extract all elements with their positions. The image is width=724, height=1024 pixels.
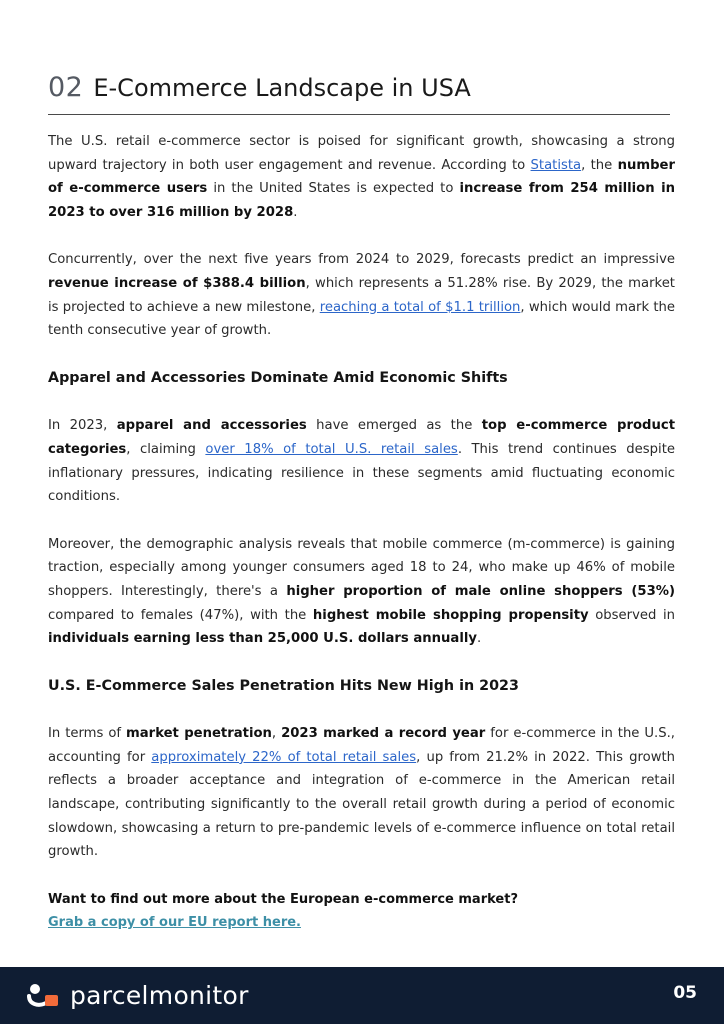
text: compared to females (47%), with the — [48, 607, 313, 623]
section-number: 02 — [48, 72, 84, 103]
paragraph-revenue-forecast — [48, 248, 675, 342]
text: . — [476, 631, 482, 647]
subheading-penetration: U.S. E-Commerce Sales Penetration Hits New High in 2023 — [48, 677, 519, 694]
bold-text: 2023 marked a record year — [281, 726, 486, 742]
eu-report-link[interactable]: Grab a copy of our EU report here. — [48, 915, 301, 931]
parcelmonitor-logo-icon — [26, 982, 60, 1010]
bold-text: apparel and accessories — [116, 418, 307, 434]
bold-text: higher proportion of male online shoppers (53%) — [286, 583, 675, 599]
section-title: E-Commerce Landscape in USA — [93, 74, 471, 102]
text: , which represents a 51.28% rise. By 2029, the market is projected to achieve a new milestone, — [48, 275, 675, 315]
text: In terms of — [48, 726, 127, 742]
page-footer — [0, 967, 724, 1024]
text: for e-commerce in the U.S., accounting for — [48, 726, 675, 765]
text: In 2023, — [48, 418, 117, 434]
subheading-apparel: Apparel and Accessories Dominate Amid Economic Shifts — [48, 369, 508, 386]
bold-text: highest mobile shopping propensity — [312, 607, 589, 623]
bold-text: increase from 254 million in 2023 to over 316 million by 2028 — [48, 181, 675, 220]
page-number: 05 — [673, 983, 697, 1003]
bold-text: market penetration — [126, 726, 272, 742]
text: , — [271, 726, 282, 742]
retail-sales-link[interactable]: over 18% of total U.S. retail sales — [205, 441, 458, 457]
text: in the United States is expected to — [207, 181, 460, 197]
article-body — [48, 130, 675, 935]
text: Moreover, the demographic analysis reveals that mobile commerce (m-commerce) is gaining traction, especially among younger consumers aged 18 to 24, who make up 46% of mobile shoppers. Interestingly, there's a — [48, 536, 675, 599]
heading-divider — [48, 114, 670, 115]
text: , the — [581, 157, 618, 173]
text: Concurrently, over the next five years from 2024 to 2029, forecasts predict an impressive — [48, 252, 675, 268]
paragraph-demographics — [48, 533, 675, 651]
paragraph-penetration — [48, 722, 675, 864]
text: have emerged as the — [306, 418, 482, 434]
penetration-link[interactable]: approximately 22% of total retail sales — [151, 749, 417, 765]
bold-text: individuals earning less than 25,000 U.S. dollars annually — [48, 631, 477, 647]
text: observed in — [588, 607, 675, 623]
trillion-link[interactable]: reaching a total of $1.1 trillion — [319, 299, 521, 315]
statista-link[interactable]: Statista — [530, 157, 582, 173]
text: . This trend continues despite inflationary pressures, indicating resilience in these segments amid fluctuating economic conditions. — [48, 441, 675, 505]
paragraph-users-growth — [48, 130, 675, 224]
text: , claiming — [126, 441, 206, 457]
text: . — [293, 204, 298, 220]
cta-question: Want to find out more about the European e-commerce market? — [48, 891, 518, 907]
bold-text: top e-commerce product categories — [48, 418, 675, 457]
brand-name: parcelmonitor — [70, 981, 249, 1010]
text: , which would mark the tenth consecutive year of growth. — [48, 299, 675, 339]
brand-logo[interactable] — [26, 981, 249, 1010]
text: The U.S. retail e-commerce sector is poised for significant growth, showcasing a strong upward trajectory in both user engagement and revenue. According to — [48, 134, 675, 173]
bold-text: number of e-commerce users — [48, 157, 675, 197]
text: , up from 21.2% in 2022. This growth reflects a broader acceptance and integration of e-commerce in the American retail landscape, contributing significantly to the overall retail growth during a period of economic slowdown, showcasing a return to pre-pandemic levels of e-commerce influence on total retail growth. — [48, 749, 676, 860]
section-heading — [48, 72, 670, 103]
bold-text: revenue increase of $388.4 billion — [48, 275, 306, 291]
paragraph-apparel — [48, 414, 675, 508]
